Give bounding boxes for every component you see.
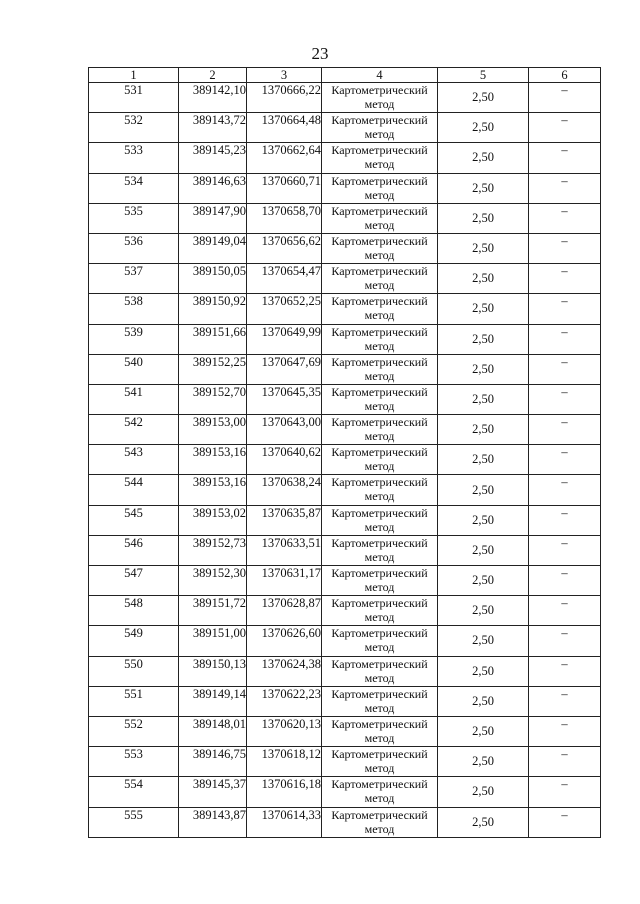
point-number-cell: 551 bbox=[89, 686, 179, 716]
x-coordinate-cell: 389150,05 bbox=[179, 264, 247, 294]
method-cell: Картометрический метод bbox=[322, 626, 438, 656]
y-coordinate-cell: 1370658,70 bbox=[247, 203, 322, 233]
y-coordinate-cell: 1370666,22 bbox=[247, 83, 322, 113]
table-row bbox=[89, 384, 601, 414]
y-coordinate-cell: 1370628,87 bbox=[247, 596, 322, 626]
table-body bbox=[89, 83, 601, 838]
note-cell: – bbox=[529, 384, 601, 414]
error-cell: 2,50 bbox=[438, 113, 529, 143]
x-coordinate-cell: 389142,10 bbox=[179, 83, 247, 113]
note-cell: – bbox=[529, 626, 601, 656]
point-number-cell: 534 bbox=[89, 173, 179, 203]
y-coordinate-cell: 1370616,18 bbox=[247, 777, 322, 807]
coordinates-table bbox=[88, 67, 601, 838]
method-cell: Картометрический метод bbox=[322, 777, 438, 807]
note-cell: – bbox=[529, 807, 601, 837]
y-coordinate-cell: 1370664,48 bbox=[247, 113, 322, 143]
point-number-cell: 544 bbox=[89, 475, 179, 505]
method-cell: Картометрический метод bbox=[322, 324, 438, 354]
x-coordinate-cell: 389143,72 bbox=[179, 113, 247, 143]
point-number-cell: 547 bbox=[89, 566, 179, 596]
x-coordinate-cell: 389150,92 bbox=[179, 294, 247, 324]
x-coordinate-cell: 389145,23 bbox=[179, 143, 247, 173]
y-coordinate-cell: 1370614,33 bbox=[247, 807, 322, 837]
table-row bbox=[89, 324, 601, 354]
point-number-cell: 543 bbox=[89, 445, 179, 475]
x-coordinate-cell: 389146,75 bbox=[179, 747, 247, 777]
note-cell: – bbox=[529, 324, 601, 354]
point-number-cell: 535 bbox=[89, 203, 179, 233]
table-row bbox=[89, 233, 601, 263]
column-header: 1 bbox=[89, 68, 179, 83]
table-row bbox=[89, 656, 601, 686]
error-cell: 2,50 bbox=[438, 83, 529, 113]
y-coordinate-cell: 1370656,62 bbox=[247, 233, 322, 263]
table-row bbox=[89, 626, 601, 656]
error-cell: 2,50 bbox=[438, 233, 529, 263]
y-coordinate-cell: 1370638,24 bbox=[247, 475, 322, 505]
table-row bbox=[89, 535, 601, 565]
y-coordinate-cell: 1370649,99 bbox=[247, 324, 322, 354]
note-cell: – bbox=[529, 173, 601, 203]
method-cell: Картометрический метод bbox=[322, 747, 438, 777]
error-cell: 2,50 bbox=[438, 747, 529, 777]
point-number-cell: 546 bbox=[89, 535, 179, 565]
x-coordinate-cell: 389152,25 bbox=[179, 354, 247, 384]
error-cell: 2,50 bbox=[438, 626, 529, 656]
error-cell: 2,50 bbox=[438, 656, 529, 686]
x-coordinate-cell: 389151,72 bbox=[179, 596, 247, 626]
x-coordinate-cell: 389150,13 bbox=[179, 656, 247, 686]
error-cell: 2,50 bbox=[438, 777, 529, 807]
table-row bbox=[89, 264, 601, 294]
y-coordinate-cell: 1370660,71 bbox=[247, 173, 322, 203]
y-coordinate-cell: 1370652,25 bbox=[247, 294, 322, 324]
point-number-cell: 536 bbox=[89, 233, 179, 263]
method-cell: Картометрический метод bbox=[322, 807, 438, 837]
y-coordinate-cell: 1370640,62 bbox=[247, 445, 322, 475]
error-cell: 2,50 bbox=[438, 475, 529, 505]
note-cell: – bbox=[529, 143, 601, 173]
note-cell: – bbox=[529, 294, 601, 324]
table-row bbox=[89, 203, 601, 233]
error-cell: 2,50 bbox=[438, 264, 529, 294]
point-number-cell: 538 bbox=[89, 294, 179, 324]
x-coordinate-cell: 389153,02 bbox=[179, 505, 247, 535]
note-cell: – bbox=[529, 264, 601, 294]
x-coordinate-cell: 389151,66 bbox=[179, 324, 247, 354]
x-coordinate-cell: 389147,90 bbox=[179, 203, 247, 233]
y-coordinate-cell: 1370620,13 bbox=[247, 716, 322, 746]
point-number-cell: 545 bbox=[89, 505, 179, 535]
method-cell: Картометрический метод bbox=[322, 505, 438, 535]
point-number-cell: 553 bbox=[89, 747, 179, 777]
x-coordinate-cell: 389153,16 bbox=[179, 445, 247, 475]
point-number-cell: 537 bbox=[89, 264, 179, 294]
method-cell: Картометрический метод bbox=[322, 113, 438, 143]
table-row bbox=[89, 83, 601, 113]
y-coordinate-cell: 1370635,87 bbox=[247, 505, 322, 535]
x-coordinate-cell: 389149,04 bbox=[179, 233, 247, 263]
y-coordinate-cell: 1370624,38 bbox=[247, 656, 322, 686]
table-row bbox=[89, 415, 601, 445]
y-coordinate-cell: 1370643,00 bbox=[247, 415, 322, 445]
note-cell: – bbox=[529, 203, 601, 233]
table-row bbox=[89, 445, 601, 475]
note-cell: – bbox=[529, 415, 601, 445]
note-cell: – bbox=[529, 747, 601, 777]
method-cell: Картометрический метод bbox=[322, 233, 438, 263]
note-cell: – bbox=[529, 445, 601, 475]
error-cell: 2,50 bbox=[438, 354, 529, 384]
column-header: 3 bbox=[247, 68, 322, 83]
method-cell: Картометрический метод bbox=[322, 294, 438, 324]
method-cell: Картометрический метод bbox=[322, 203, 438, 233]
page-number: 23 bbox=[311, 44, 329, 63]
method-cell: Картометрический метод bbox=[322, 384, 438, 414]
table-row bbox=[89, 354, 601, 384]
method-cell: Картометрический метод bbox=[322, 143, 438, 173]
y-coordinate-cell: 1370647,69 bbox=[247, 354, 322, 384]
x-coordinate-cell: 389151,00 bbox=[179, 626, 247, 656]
note-cell: – bbox=[529, 475, 601, 505]
table-row bbox=[89, 807, 601, 837]
error-cell: 2,50 bbox=[438, 445, 529, 475]
x-coordinate-cell: 389146,63 bbox=[179, 173, 247, 203]
point-number-cell: 549 bbox=[89, 626, 179, 656]
error-cell: 2,50 bbox=[438, 686, 529, 716]
error-cell: 2,50 bbox=[438, 535, 529, 565]
column-header: 6 bbox=[529, 68, 601, 83]
error-cell: 2,50 bbox=[438, 716, 529, 746]
method-cell: Картометрический метод bbox=[322, 566, 438, 596]
table-row bbox=[89, 777, 601, 807]
point-number-cell: 540 bbox=[89, 354, 179, 384]
x-coordinate-cell: 389149,14 bbox=[179, 686, 247, 716]
note-cell: – bbox=[529, 596, 601, 626]
note-cell: – bbox=[529, 777, 601, 807]
table-row bbox=[89, 475, 601, 505]
note-cell: – bbox=[529, 716, 601, 746]
error-cell: 2,50 bbox=[438, 596, 529, 626]
error-cell: 2,50 bbox=[438, 415, 529, 445]
y-coordinate-cell: 1370622,23 bbox=[247, 686, 322, 716]
point-number-cell: 542 bbox=[89, 415, 179, 445]
point-number-cell: 552 bbox=[89, 716, 179, 746]
note-cell: – bbox=[529, 505, 601, 535]
y-coordinate-cell: 1370654,47 bbox=[247, 264, 322, 294]
table-row bbox=[89, 294, 601, 324]
column-header: 5 bbox=[438, 68, 529, 83]
method-cell: Картометрический метод bbox=[322, 656, 438, 686]
table-row bbox=[89, 113, 601, 143]
method-cell: Картометрический метод bbox=[322, 264, 438, 294]
column-header: 4 bbox=[322, 68, 438, 83]
y-coordinate-cell: 1370626,60 bbox=[247, 626, 322, 656]
x-coordinate-cell: 389152,73 bbox=[179, 535, 247, 565]
table-row bbox=[89, 686, 601, 716]
method-cell: Картометрический метод bbox=[322, 173, 438, 203]
error-cell: 2,50 bbox=[438, 505, 529, 535]
point-number-cell: 548 bbox=[89, 596, 179, 626]
x-coordinate-cell: 389143,87 bbox=[179, 807, 247, 837]
method-cell: Картометрический метод bbox=[322, 415, 438, 445]
method-cell: Картометрический метод bbox=[322, 686, 438, 716]
x-coordinate-cell: 389153,16 bbox=[179, 475, 247, 505]
note-cell: – bbox=[529, 233, 601, 263]
note-cell: – bbox=[529, 535, 601, 565]
point-number-cell: 550 bbox=[89, 656, 179, 686]
note-cell: – bbox=[529, 566, 601, 596]
table-row bbox=[89, 747, 601, 777]
note-cell: – bbox=[529, 656, 601, 686]
point-number-cell: 531 bbox=[89, 83, 179, 113]
error-cell: 2,50 bbox=[438, 294, 529, 324]
method-cell: Картометрический метод bbox=[322, 354, 438, 384]
method-cell: Картометрический метод bbox=[322, 535, 438, 565]
method-cell: Картометрический метод bbox=[322, 716, 438, 746]
table-row bbox=[89, 173, 601, 203]
table-row bbox=[89, 505, 601, 535]
note-cell: – bbox=[529, 83, 601, 113]
column-header: 2 bbox=[179, 68, 247, 83]
table-row bbox=[89, 716, 601, 746]
error-cell: 2,50 bbox=[438, 566, 529, 596]
header-row bbox=[89, 68, 601, 83]
method-cell: Картометрический метод bbox=[322, 475, 438, 505]
error-cell: 2,50 bbox=[438, 143, 529, 173]
error-cell: 2,50 bbox=[438, 203, 529, 233]
point-number-cell: 555 bbox=[89, 807, 179, 837]
y-coordinate-cell: 1370631,17 bbox=[247, 566, 322, 596]
y-coordinate-cell: 1370633,51 bbox=[247, 535, 322, 565]
x-coordinate-cell: 389152,70 bbox=[179, 384, 247, 414]
note-cell: – bbox=[529, 113, 601, 143]
method-cell: Картометрический метод bbox=[322, 445, 438, 475]
error-cell: 2,50 bbox=[438, 173, 529, 203]
error-cell: 2,50 bbox=[438, 324, 529, 354]
point-number-cell: 532 bbox=[89, 113, 179, 143]
x-coordinate-cell: 389145,37 bbox=[179, 777, 247, 807]
table-row bbox=[89, 566, 601, 596]
note-cell: – bbox=[529, 354, 601, 384]
note-cell: – bbox=[529, 686, 601, 716]
error-cell: 2,50 bbox=[438, 384, 529, 414]
table-row bbox=[89, 596, 601, 626]
point-number-cell: 533 bbox=[89, 143, 179, 173]
x-coordinate-cell: 389152,30 bbox=[179, 566, 247, 596]
x-coordinate-cell: 389148,01 bbox=[179, 716, 247, 746]
y-coordinate-cell: 1370645,35 bbox=[247, 384, 322, 414]
error-cell: 2,50 bbox=[438, 807, 529, 837]
point-number-cell: 541 bbox=[89, 384, 179, 414]
y-coordinate-cell: 1370662,64 bbox=[247, 143, 322, 173]
x-coordinate-cell: 389153,00 bbox=[179, 415, 247, 445]
y-coordinate-cell: 1370618,12 bbox=[247, 747, 322, 777]
method-cell: Картометрический метод bbox=[322, 596, 438, 626]
point-number-cell: 539 bbox=[89, 324, 179, 354]
table-row bbox=[89, 143, 601, 173]
method-cell: Картометрический метод bbox=[322, 83, 438, 113]
point-number-cell: 554 bbox=[89, 777, 179, 807]
